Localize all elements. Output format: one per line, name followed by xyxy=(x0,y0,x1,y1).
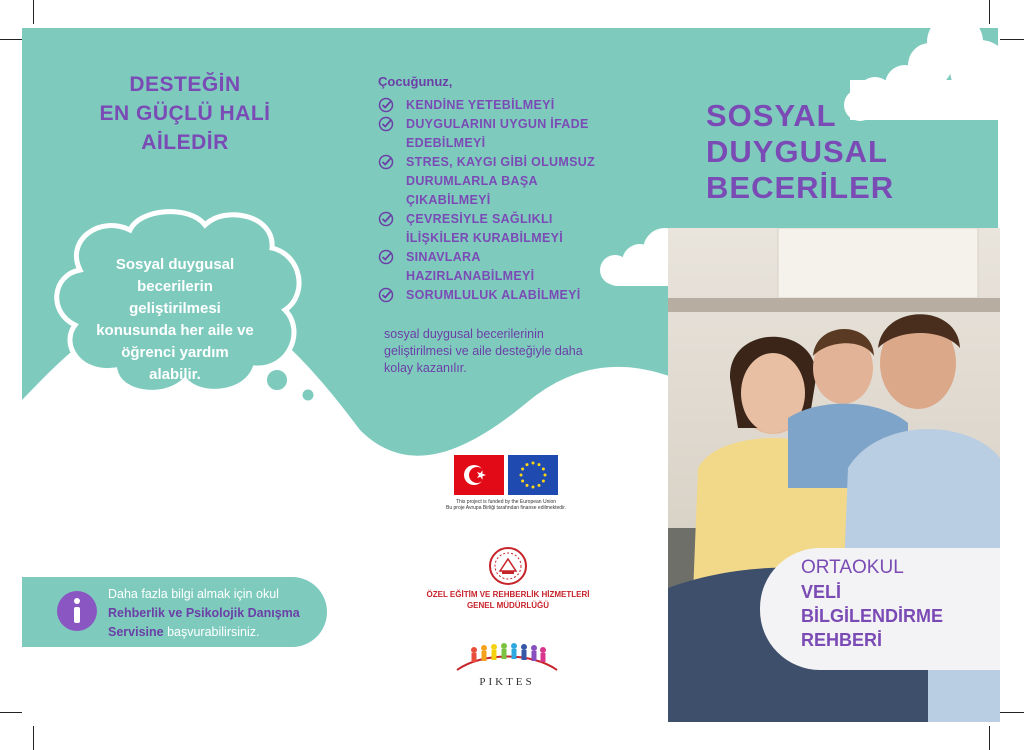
title-line: BECERİLER xyxy=(706,170,895,205)
bubble-line: alabilir. xyxy=(149,366,201,383)
headline-line: DESTEĞİN xyxy=(129,73,241,96)
skill-line: ÇIKABİLMEYİ xyxy=(406,193,491,207)
bubble-line: geliştirilmesi xyxy=(129,300,221,317)
skill-item xyxy=(378,115,589,153)
skill-item xyxy=(378,286,581,305)
info-text xyxy=(108,585,323,642)
skill-line: SINAVLARA xyxy=(406,250,481,264)
skill-list xyxy=(378,94,658,314)
info-bold1: Rehberlik ve Psikolojik Danışma xyxy=(108,606,300,620)
check-icon xyxy=(378,97,394,113)
institution-line: ÖZEL EĞİTİM VE REHBERLİK HİZMETLERİ xyxy=(426,590,590,599)
ministry-emblem-icon xyxy=(488,545,528,587)
guide-line2: VELİ xyxy=(801,582,842,602)
bubble-line: öğrenci yardım xyxy=(121,344,229,361)
note-line: sosyal duygusal becerilerinin xyxy=(384,327,544,341)
guide-line3: BİLGİLENDİRME xyxy=(801,606,943,626)
piktes-logo-icon xyxy=(452,640,562,676)
skill-item xyxy=(378,96,555,115)
check-icon xyxy=(378,211,394,227)
eu-note-line: Bu proje Avrupa Birliği tarafından finanse edilmektedir. xyxy=(446,505,566,511)
skill-item xyxy=(378,248,534,286)
institution-name xyxy=(412,589,604,611)
info-line1: Daha fazla bilgi almak için okul xyxy=(108,587,279,601)
guide-line1: ORTAOKUL xyxy=(801,557,904,578)
eu-flag xyxy=(508,455,558,495)
skill-line: KENDİNE YETEBİLMEYİ xyxy=(406,98,555,112)
headline-line: EN GÜÇLÜ HALİ xyxy=(99,102,271,125)
note-line: geliştirilmesi ve aile desteğiyle daha xyxy=(384,344,583,358)
eu-funding-note xyxy=(446,499,566,511)
bubble-line: konusunda her aile ve xyxy=(96,322,254,339)
info-icon xyxy=(55,589,99,633)
skill-line: ÇEVRESİYLE SAĞLIKLI xyxy=(406,212,553,226)
guide-card-text xyxy=(801,556,996,652)
bubble-line: becerilerin xyxy=(137,278,213,295)
skills-note xyxy=(384,326,634,377)
note-line: kolay kazanılır. xyxy=(384,361,467,375)
title-line: DUYGUSAL xyxy=(706,134,888,169)
skill-line: DURUMLARLA BAŞA xyxy=(406,174,538,188)
skill-item xyxy=(378,210,563,248)
info-bold2: Servisine xyxy=(108,625,164,639)
skill-line: DUYGULARINI UYGUN İFADE xyxy=(406,117,589,131)
check-icon xyxy=(378,116,394,132)
check-icon xyxy=(378,287,394,303)
info-line3: başvurabilirsiniz. xyxy=(163,625,260,639)
check-icon xyxy=(378,154,394,170)
brochure-title xyxy=(706,98,966,206)
thought-bubble-text xyxy=(60,254,290,386)
piktes-wordmark: PIKTES xyxy=(479,676,535,688)
skill-line: SORUMLULUK ALABİLMEYİ xyxy=(406,288,581,302)
headline-line: AİLEDİR xyxy=(141,131,229,154)
left-headline xyxy=(60,70,310,157)
title-line: SOSYAL xyxy=(706,98,837,133)
skill-line: EDEBİLMEYİ xyxy=(406,136,486,150)
institution-line: GENEL MÜDÜRLÜĞÜ xyxy=(466,601,550,610)
check-icon xyxy=(378,249,394,265)
skill-item xyxy=(378,153,595,210)
partner-flags xyxy=(454,455,558,497)
eu-note-line: This project is funded by the European Union xyxy=(455,499,557,505)
bubble-line: Sosyal duygusal xyxy=(115,256,235,273)
list-intro: Çocuğunuz, xyxy=(378,74,453,89)
skill-line: İLİŞKİLER KURABİLMEYİ xyxy=(406,231,563,245)
skill-line: STRES, KAYGI GİBİ OLUMSUZ xyxy=(406,155,595,169)
skill-line: HAZIRLANABİLMEYİ xyxy=(406,269,535,283)
guide-line4: REHBERİ xyxy=(801,630,883,650)
